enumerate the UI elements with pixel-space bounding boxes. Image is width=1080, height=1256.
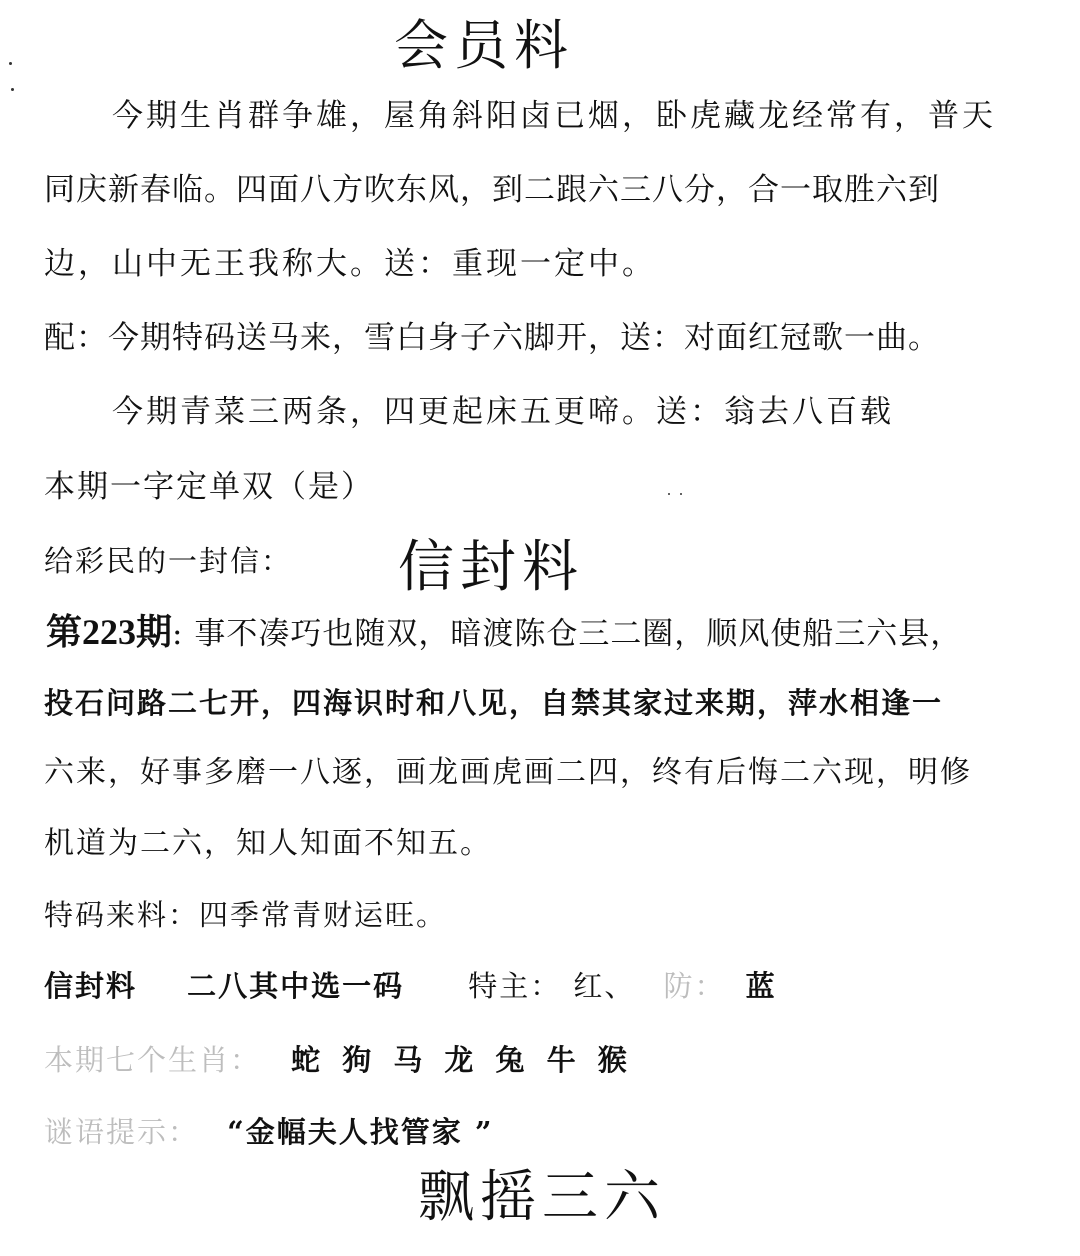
zodiac-value: 蛇 狗 马 龙 兔 牛 猴 bbox=[291, 1043, 633, 1077]
envelope-title: 信封料 bbox=[398, 535, 584, 600]
member-line-2: 同庆新春临。四面八方吹东风，到二跟六三八分，合一取胜六到 bbox=[44, 172, 940, 208]
main-value: 红、 bbox=[573, 969, 636, 1003]
envelope-line-1-text: : 事不凑巧也随双，暗渡陈仓三二圈，顺风使船三六县， bbox=[172, 616, 963, 652]
riddle-value: “金幅夫人找管家 ” bbox=[227, 1115, 494, 1149]
envelope-label: 信封料 bbox=[44, 969, 138, 1003]
zodiac-row bbox=[44, 1040, 633, 1080]
scan-speck bbox=[680, 493, 682, 495]
member-line-1: 今期生肖群争雄，屋角斜阳卤已烟，卧虎藏龙经常有，普天 bbox=[112, 98, 996, 134]
member-line-6: 本期一字定单双（是） bbox=[44, 469, 374, 505]
member-line-4: 配：今期特码送马来，雪白身子六脚开，送：对面红冠歌一曲。 bbox=[44, 320, 940, 356]
envelope-line-2: 投石问路二七开，四海识时和八见，自禁其家过来期，萍水相逢一 bbox=[44, 686, 944, 720]
zodiac-label: 本期七个生肖： bbox=[44, 1043, 262, 1077]
scan-speck bbox=[11, 88, 14, 91]
guard-label: 防： bbox=[663, 969, 726, 1003]
riddle-label: 谜语提示： bbox=[44, 1115, 200, 1149]
member-line-3: 边，山中无王我称大。送：重现一定中。 bbox=[44, 246, 656, 282]
riddle-row bbox=[44, 1112, 494, 1152]
envelope-pick-row bbox=[44, 966, 777, 1006]
scan-speck bbox=[9, 62, 12, 65]
envelope-line-1 bbox=[46, 612, 962, 654]
envelope-line-5: 特码来料：四季常青财运旺。 bbox=[44, 898, 448, 932]
envelope-line-3: 六来，好事多磨一八逐，画龙画虎画二四，终有后悔二六现，明修 bbox=[44, 755, 972, 790]
member-line-5: 今期青菜三两条，四更起床五更啼。送：翁去八百载 bbox=[112, 394, 894, 430]
envelope-line-4: 机道为二六，知人知面不知五。 bbox=[44, 826, 492, 861]
guard-value: 蓝 bbox=[745, 969, 777, 1003]
member-title: 会员料 bbox=[394, 14, 574, 77]
bottom-title: 飘摇三六 bbox=[418, 1165, 666, 1230]
period-number: 第223期 bbox=[46, 612, 173, 652]
main-label: 特主： bbox=[468, 969, 562, 1003]
scan-speck bbox=[668, 493, 670, 495]
envelope-pick: 二八其中选一码 bbox=[187, 969, 405, 1003]
member-line-7: 给彩民的一封信： bbox=[44, 544, 293, 578]
